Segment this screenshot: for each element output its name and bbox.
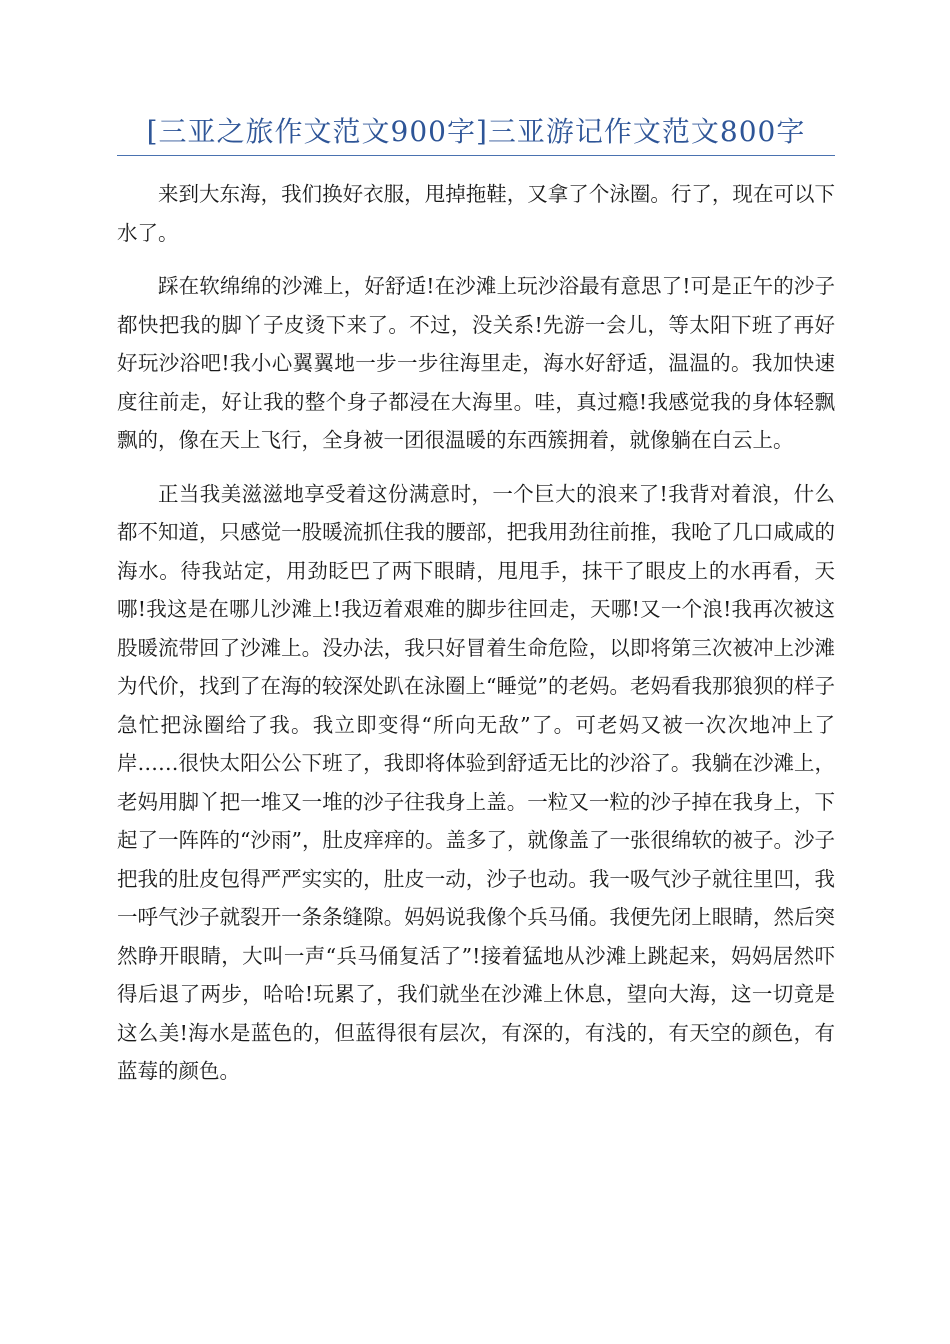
paragraph: 正当我美滋滋地享受着这份满意时，一个巨大的浪来了!我背对着浪，什么都不知道，只感觉一股暖流抓住我的腰部，把我用劲往前推，我呛了几口咸咸的海水。待我站定，用劲眨巴了两下眼睛，甩甩手，抹干了眼皮上的水再看，天哪!我这是在哪儿沙滩上!我迈着艰难的脚步往回走，天哪!又一个浪!我再次被这股暖流带回了沙滩上。没办法，我只好冒着生命危险，以即将第三次被冲上沙滩为代价，找到了在海的较深处趴在泳圈上“睡觉”的老妈。老妈看我那狼狈的样子急忙把泳圈给了我。我立即变得“所向无敌”了。可老妈又被一次次地冲上了岸……很快太阳公公下班了，我即将体验到舒适无比的沙浴了。我躺在沙滩上，老妈用脚丫把一堆又一堆的沙子往我身上盖。一粒又一粒的沙子掉在我身上，下起了一阵阵的“沙雨”，肚皮痒痒的。盖多了，就像盖了一张很绵软的被子。沙子把我的肚皮包得严严实实的，肚皮一动，沙子也动。我一吸气沙子就往里凹，我一呼气沙子就裂开一条条缝隙。妈妈说我像个兵马俑。我便先闭上眼睛，然后突然睁开眼睛，大叫一声“兵马俑复活了”!接着猛地从沙滩上跳起来，妈妈居然吓得后退了两步，哈哈!玩累了，我们就坐在沙滩上休息，望向大海，这一切竟是这么美!海水是蓝色的，但蓝得很有层次，有深的，有浅的，有天空的颜色，有蓝莓的颜色。 [117, 481, 835, 1083]
paragraph: 来到大东海，我们换好衣服，甩掉拖鞋，又拿了个泳圈。行了，现在可以下水了。 [117, 182, 835, 245]
document-body [117, 175, 835, 1106]
document-title: [三亚之旅作文范文900字]三亚游记作文范文800字 [146, 115, 806, 148]
title-underline [117, 155, 835, 156]
paragraph: 踩在软绵绵的沙滩上，好舒适!在沙滩上玩沙浴最有意思了!可是正午的沙子都快把我的脚丫子皮烫下来了。不过，没关系!先游一会儿，等太阳下班了再好好玩沙浴吧!我小心翼翼地一步一步往海里走，海水好舒适，温温的。我加快速度往前走，好让我的整个身子都浸在大海里。哇，真过瘾!我感觉我的身体轻飘飘的，像在天上飞行，全身被一团很温暖的东西簇拥着，就像躺在白云上。 [117, 274, 835, 452]
